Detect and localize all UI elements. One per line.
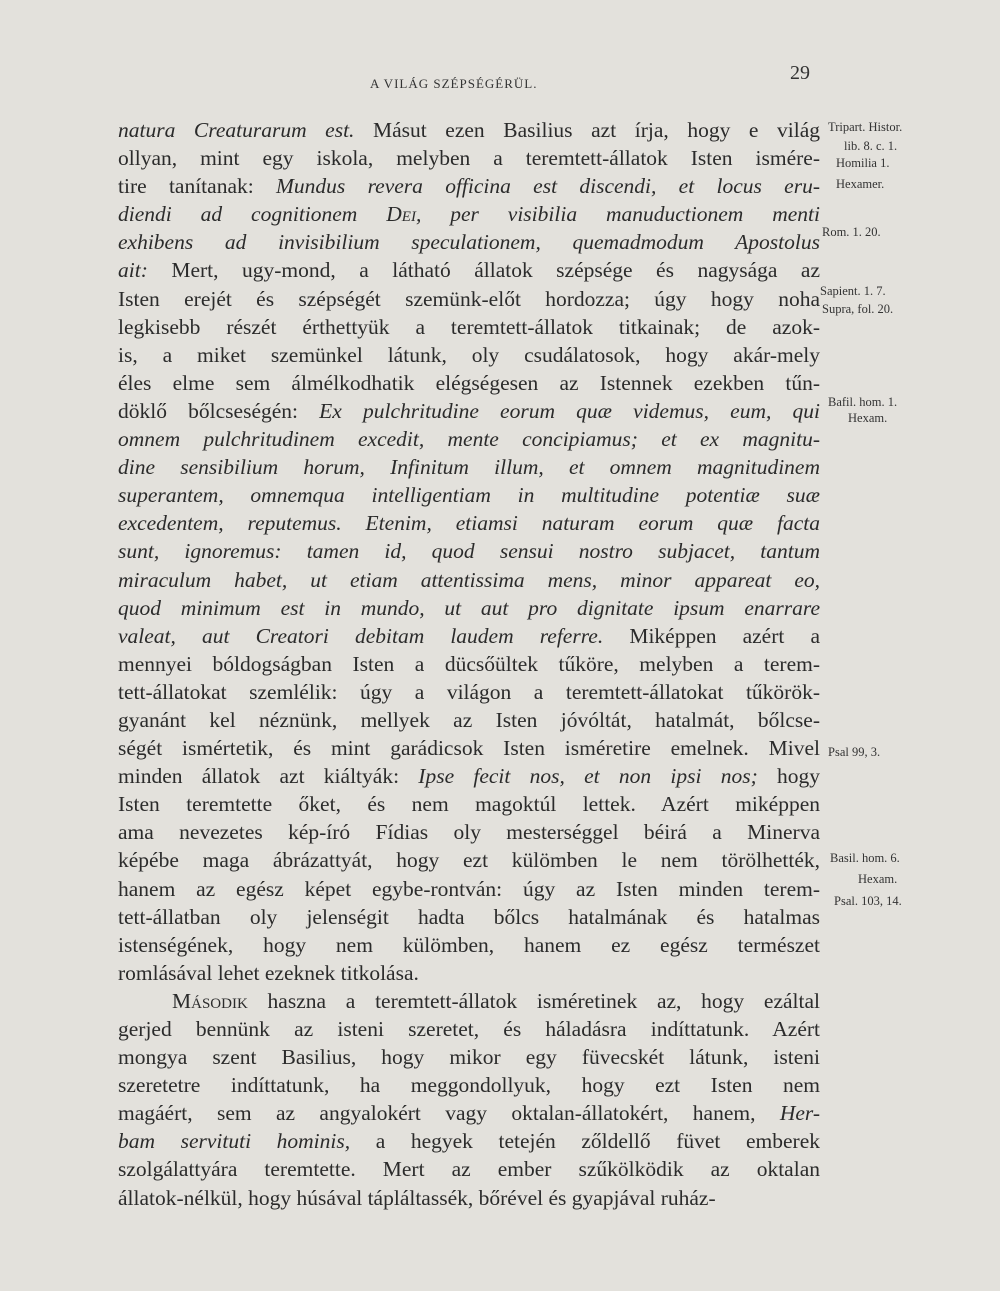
italic-text: ait: xyxy=(118,258,148,283)
text-segment: képébe maga ábrázattyát, hogy ezt külömben le nem törölhették, xyxy=(118,848,820,873)
text-line xyxy=(118,397,820,425)
text-line xyxy=(118,818,820,846)
text-line xyxy=(118,256,820,284)
italic-text: bam servituti hominis, xyxy=(118,1129,351,1154)
italic-text: Ex pulchritudine eorum quæ videmus, eum, qui xyxy=(319,398,820,423)
text-segment: Másut ezen Basilius azt írja, hogy e világ xyxy=(354,118,820,142)
text-line xyxy=(118,622,820,650)
text-line xyxy=(118,481,820,509)
text-segment: döklő bőlcseségén: xyxy=(118,398,320,423)
text-segment: mennyei bóldogságban Isten a dücsőültek tűköre, melyben a terem- xyxy=(118,651,820,676)
text-segment: Isten erejét és szépségét szemünk-előt hordozza; úgy hogy noha xyxy=(118,286,820,311)
text-line xyxy=(118,1155,820,1183)
text-segment: szolgálattyára teremtette. Mert az ember szűkölködik az oktalan xyxy=(118,1157,820,1182)
text-segment: magáért, sem az angyalokért vagy oktalan-állatokért, hanem, xyxy=(118,1101,780,1126)
text-segment: Második xyxy=(172,988,248,1013)
italic-text: natura Creaturarum est. xyxy=(118,118,355,142)
text-line xyxy=(118,594,820,622)
text-line xyxy=(118,172,820,200)
italic-text: Mundus revera officina est discendi, et locus eru- xyxy=(276,174,820,199)
text-segment: ségét ismértetik, és mint garádicsok Isten isméretire emelnek. Mivel xyxy=(118,736,820,761)
margin-note: Tripart. Histor. xyxy=(828,120,903,134)
text-line xyxy=(118,650,820,678)
margin-note: Hexam. xyxy=(858,872,898,886)
text-line xyxy=(118,200,820,228)
text-segment: gyanánt kel néznünk, mellyek az Isten jóvóltát, hatalmát, bőlcse- xyxy=(118,707,820,732)
text-segment: Miképpen azért a xyxy=(603,623,821,648)
text-segment: legkisebb részét érthettyük a teremtett-állatok titkainak; de azok- xyxy=(118,314,820,339)
text-segment: éles elme sem álmélkodhatik elégségesen az Istennek ezekben tűn- xyxy=(118,370,820,395)
text-line xyxy=(118,678,820,706)
text-line xyxy=(118,116,820,144)
italic-text: Her- xyxy=(779,1101,820,1126)
text-line xyxy=(118,341,820,369)
body-text xyxy=(118,116,820,1212)
text-segment: hogy xyxy=(757,764,820,789)
italic-text: , per visibilia manuductionem menti xyxy=(415,202,820,227)
text-segment: tett-állatokat szemlélik: úgy a világon a teremtett-állatokat tűkörök- xyxy=(118,679,820,704)
text-segment: állatok-nélkül, hogy húsával tápláltassék, bőrével és gyapjával ruház- xyxy=(118,1185,716,1210)
text-line xyxy=(118,846,820,874)
text-line xyxy=(118,1099,820,1127)
margin-note: Basil. hom. 6. xyxy=(830,851,900,865)
text-line xyxy=(118,144,820,172)
page-number: 29 xyxy=(790,62,810,84)
text-segment: a hegyek tetején zőldellő füvet emberek xyxy=(350,1129,820,1154)
italic-text: dine sensibilium horum, Infinitum illum, et omnem magnitudinem xyxy=(118,455,820,480)
text-segment: mongya szent Basilius, hogy mikor egy füvecskét látunk, isteni xyxy=(118,1045,820,1070)
text-segment: hanem az egész képet egybe-rontván: úgy az Isten minden terem- xyxy=(118,876,820,901)
running-head: A VILÁG SZÉPSÉGÉRÜL. xyxy=(370,76,538,91)
margin-note: Hexam. xyxy=(848,411,888,425)
text-line xyxy=(118,931,820,959)
italic-text: diendi ad cognitionem xyxy=(118,202,387,227)
italic-text: exhibens ad invisibilium speculationem, quemadmodum Apostolus xyxy=(118,230,820,255)
text-segment: is, a miket szemünkel látunk, oly csudálatosok, hogy akár-mely xyxy=(118,342,820,367)
text-line xyxy=(118,285,820,313)
text-segment: szeretetre indíttatunk, ha meggondollyuk, hogy ezt Isten nem xyxy=(118,1073,820,1098)
margin-note: lib. 8. c. 1. xyxy=(844,139,898,153)
margin-note: Hexamer. xyxy=(836,177,885,191)
text-line xyxy=(118,1043,820,1071)
text-segment: minden állatok azt kiáltyák: xyxy=(118,764,419,789)
text-line xyxy=(118,313,820,341)
text-line xyxy=(118,875,820,903)
text-line xyxy=(118,1184,820,1212)
margin-note: Psal 99, 3. xyxy=(828,745,881,759)
text-line xyxy=(118,959,820,987)
text-line xyxy=(118,228,820,256)
margin-note: Rom. 1. 20. xyxy=(822,225,881,239)
margin-note: Homilia 1. xyxy=(836,156,890,170)
text-segment: Mert, ugy-mond, a látható állatok szépsége és nagysága az xyxy=(147,258,820,283)
margin-note: Sapient. 1. 7. xyxy=(820,284,886,298)
text-line xyxy=(118,762,820,790)
margin-note: Bafil. hom. 1. xyxy=(828,395,898,409)
text-line xyxy=(118,790,820,818)
text-line xyxy=(118,537,820,565)
italic-text: excedentem, reputemus. Etenim, etiamsi naturam eorum quæ facta xyxy=(118,511,820,536)
text-segment: istenségének, hogy nem külömben, hanem ez egész természet xyxy=(118,932,820,957)
margin-note: Psal. 103, 14. xyxy=(834,894,902,908)
text-segment: ama nevezetes kép-író Fídias oly mesterséggel béirá a Minerva xyxy=(118,820,820,845)
text-line xyxy=(118,734,820,762)
text-line xyxy=(118,1071,820,1099)
text-segment: Isten teremtette őket, és nem magoktúl lettek. Azért miképpen xyxy=(118,792,820,817)
italic-text: Ipse fecit nos, et non ipsi nos; xyxy=(418,764,758,789)
italic-text: Dei xyxy=(386,202,416,227)
italic-text: valeat, aut Creatori debitam laudem referre. xyxy=(118,623,604,648)
margin-note: Supra, fol. 20. xyxy=(822,302,894,316)
italic-text: omnem pulchritudinem excedit, mente concipiamus; et ex magnitu- xyxy=(118,427,820,452)
text-line xyxy=(118,566,820,594)
text-segment: gerjed bennünk az isteni szeretet, és háladásra indíttatunk. Azért xyxy=(118,1017,820,1041)
italic-text: sunt, ignoremus: tamen id, quod sensui nostro subjacet, tantum xyxy=(118,539,820,564)
text-line xyxy=(118,453,820,481)
text-segment: ollyan, mint egy iskola, melyben a teremtett-állatok Isten ismére- xyxy=(118,146,820,171)
text-line xyxy=(118,509,820,537)
italic-text: miraculum habet, ut etiam attentissima mens, minor appareat eo, xyxy=(118,567,820,592)
text-line xyxy=(118,1127,820,1155)
text-line xyxy=(118,369,820,397)
text-line xyxy=(118,706,820,734)
text-line xyxy=(118,1015,820,1043)
text-segment: tett-állatban oly jelenségit hadta bőlcs hatalmának és hatalmas xyxy=(118,904,820,929)
text-segment: tire tanítanak: xyxy=(118,174,277,199)
text-line xyxy=(118,903,820,931)
italic-text: quod minimum est in mundo, ut aut pro dignitate ipsum enarrare xyxy=(118,595,820,620)
text-line xyxy=(118,425,820,453)
text-line xyxy=(118,987,820,1015)
italic-text: superantem, omnemqua intelligentiam in multitudine potentiæ suæ xyxy=(118,483,820,508)
text-segment: haszna a teremtett-állatok isméretinek az, hogy ezáltal xyxy=(247,988,820,1013)
text-segment: romlásával lehet ezeknek titkolása. xyxy=(118,960,419,985)
